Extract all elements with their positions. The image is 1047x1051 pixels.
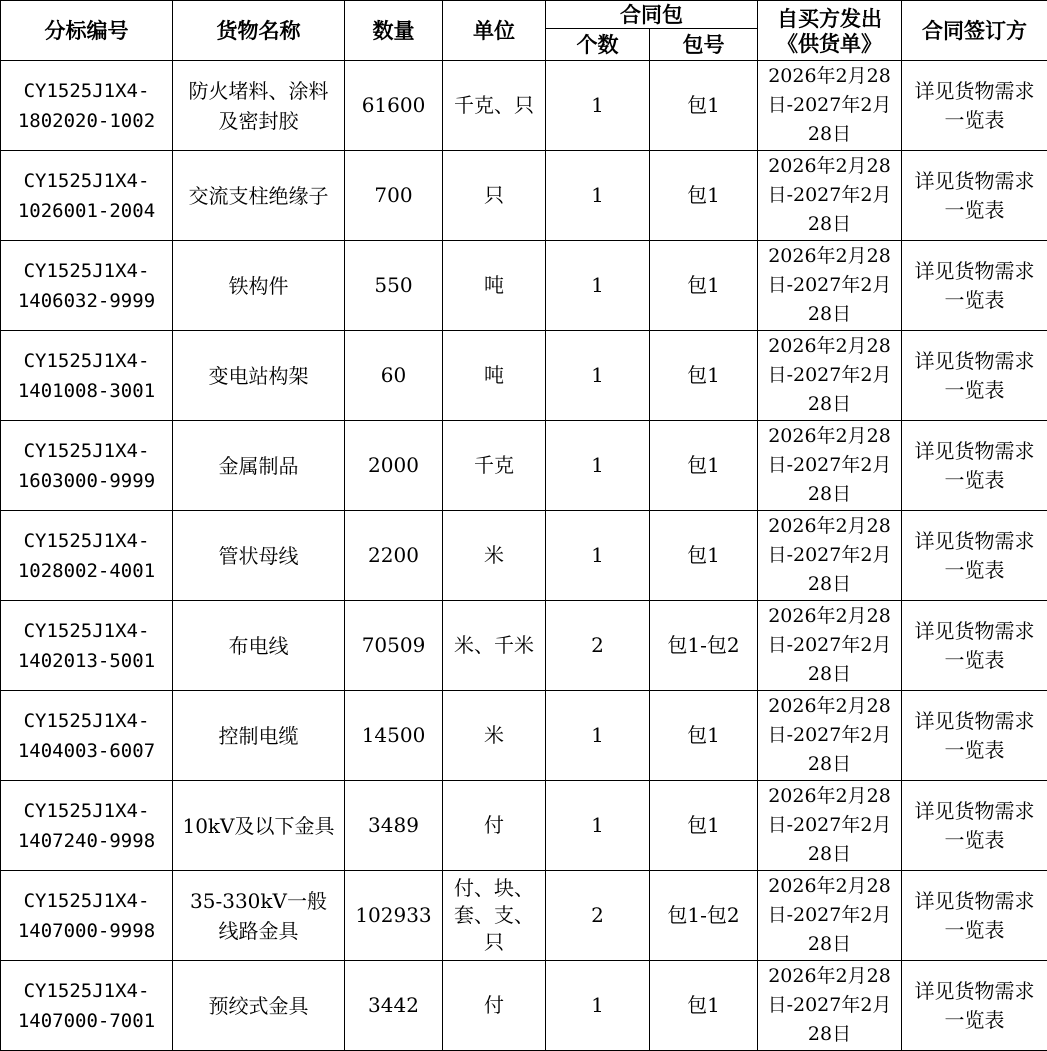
cell-delivery-date: 2026年2月28日-2027年2月28日	[758, 241, 902, 331]
cell-quantity: 550	[345, 241, 443, 331]
cell-signer: 详见货物需求一览表	[902, 511, 1047, 601]
table-row	[1, 691, 1047, 781]
cell-package-number: 包1	[650, 511, 758, 601]
cell-quantity: 2200	[345, 511, 443, 601]
cell-delivery-date: 2026年2月28日-2027年2月28日	[758, 781, 902, 871]
header-package-count: 个数	[546, 29, 650, 61]
cell-package-count: 1	[546, 781, 650, 871]
cell-code: CY1525J1X4-1406032-9999	[1, 241, 173, 331]
cell-package-number: 包1	[650, 61, 758, 151]
cell-unit: 千克、只	[443, 61, 546, 151]
cell-quantity: 60	[345, 331, 443, 421]
cell-goods-name: 金属制品	[173, 421, 345, 511]
cell-package-number: 包1	[650, 691, 758, 781]
cell-delivery-date: 2026年2月28日-2027年2月28日	[758, 871, 902, 961]
table-row	[1, 331, 1047, 421]
cell-unit: 米	[443, 511, 546, 601]
cell-package-number: 包1	[650, 781, 758, 871]
cell-package-count: 2	[546, 601, 650, 691]
table-row	[1, 421, 1047, 511]
cell-signer: 详见货物需求一览表	[902, 871, 1047, 961]
header-name: 货物名称	[173, 1, 345, 61]
cell-quantity: 3442	[345, 961, 443, 1051]
header-package-number: 包号	[650, 29, 758, 61]
cell-goods-name: 35-330kV一般线路金具	[173, 871, 345, 961]
cell-package-count: 1	[546, 511, 650, 601]
table-row	[1, 151, 1047, 241]
cell-delivery-date: 2026年2月28日-2027年2月28日	[758, 601, 902, 691]
cell-delivery-date: 2026年2月28日-2027年2月28日	[758, 61, 902, 151]
cell-code: CY1525J1X4-1603000-9999	[1, 421, 173, 511]
table-row	[1, 601, 1047, 691]
table-row	[1, 781, 1047, 871]
cell-code: CY1525J1X4-1802020-1002	[1, 61, 173, 151]
cell-signer: 详见货物需求一览表	[902, 601, 1047, 691]
cell-signer: 详见货物需求一览表	[902, 691, 1047, 781]
cell-package-count: 1	[546, 151, 650, 241]
cell-code: CY1525J1X4-1407000-9998	[1, 871, 173, 961]
cell-unit: 米	[443, 691, 546, 781]
table-row	[1, 871, 1047, 961]
cell-goods-name: 交流支柱绝缘子	[173, 151, 345, 241]
cell-goods-name: 10kV及以下金具	[173, 781, 345, 871]
cell-unit: 吨	[443, 241, 546, 331]
cell-goods-name: 预绞式金具	[173, 961, 345, 1051]
cell-quantity: 102933	[345, 871, 443, 961]
table-row	[1, 961, 1047, 1051]
cell-quantity: 61600	[345, 61, 443, 151]
cell-goods-name: 控制电缆	[173, 691, 345, 781]
table-row	[1, 241, 1047, 331]
cell-delivery-date: 2026年2月28日-2027年2月28日	[758, 421, 902, 511]
cell-goods-name: 布电线	[173, 601, 345, 691]
header-qty: 数量	[345, 1, 443, 61]
cell-unit: 付	[443, 961, 546, 1051]
cell-quantity: 70509	[345, 601, 443, 691]
header-signer: 合同签订方	[902, 1, 1047, 61]
cell-delivery-date: 2026年2月28日-2027年2月28日	[758, 511, 902, 601]
cell-package-number: 包1	[650, 961, 758, 1051]
cell-package-count: 1	[546, 241, 650, 331]
cell-package-count: 1	[546, 331, 650, 421]
cell-signer: 详见货物需求一览表	[902, 421, 1047, 511]
cell-unit: 米、千米	[443, 601, 546, 691]
cell-package-count: 2	[546, 871, 650, 961]
cell-goods-name: 铁构件	[173, 241, 345, 331]
cell-goods-name: 变电站构架	[173, 331, 345, 421]
cell-unit: 千克	[443, 421, 546, 511]
cell-quantity: 700	[345, 151, 443, 241]
cell-package-count: 1	[546, 61, 650, 151]
cell-delivery-date: 2026年2月28日-2027年2月28日	[758, 961, 902, 1051]
header-delivery: 自买方发出《供货单》	[758, 1, 902, 61]
cell-signer: 详见货物需求一览表	[902, 241, 1047, 331]
cell-goods-name: 防火堵料、涂料及密封胶	[173, 61, 345, 151]
cell-package-number: 包1	[650, 421, 758, 511]
cell-signer: 详见货物需求一览表	[902, 151, 1047, 241]
cell-package-number: 包1	[650, 241, 758, 331]
cell-signer: 详见货物需求一览表	[902, 61, 1047, 151]
cell-package-count: 1	[546, 421, 650, 511]
cell-unit: 付	[443, 781, 546, 871]
cell-code: CY1525J1X4-1407240-9998	[1, 781, 173, 871]
cell-unit: 付、块、套、支、只	[443, 871, 546, 961]
cell-delivery-date: 2026年2月28日-2027年2月28日	[758, 691, 902, 781]
cell-package-number: 包1-包2	[650, 601, 758, 691]
cell-delivery-date: 2026年2月28日-2027年2月28日	[758, 331, 902, 421]
header-unit: 单位	[443, 1, 546, 61]
cell-quantity: 14500	[345, 691, 443, 781]
cell-signer: 详见货物需求一览表	[902, 331, 1047, 421]
cell-signer: 详见货物需求一览表	[902, 781, 1047, 871]
cell-unit: 吨	[443, 331, 546, 421]
cell-quantity: 2000	[345, 421, 443, 511]
table-row	[1, 511, 1047, 601]
cell-unit: 只	[443, 151, 546, 241]
cell-quantity: 3489	[345, 781, 443, 871]
cell-signer: 详见货物需求一览表	[902, 961, 1047, 1051]
header-package: 合同包	[546, 1, 758, 29]
cell-package-number: 包1	[650, 151, 758, 241]
header-code: 分标编号	[1, 1, 173, 61]
cell-goods-name: 管状母线	[173, 511, 345, 601]
cell-code: CY1525J1X4-1026001-2004	[1, 151, 173, 241]
cell-package-count: 1	[546, 691, 650, 781]
cell-delivery-date: 2026年2月28日-2027年2月28日	[758, 151, 902, 241]
cell-package-count: 1	[546, 961, 650, 1051]
cell-code: CY1525J1X4-1404003-6007	[1, 691, 173, 781]
table-row	[1, 61, 1047, 151]
cell-code: CY1525J1X4-1407000-7001	[1, 961, 173, 1051]
cell-package-number: 包1	[650, 331, 758, 421]
cell-code: CY1525J1X4-1402013-5001	[1, 601, 173, 691]
cell-code: CY1525J1X4-1401008-3001	[1, 331, 173, 421]
cell-package-number: 包1-包2	[650, 871, 758, 961]
cell-code: CY1525J1X4-1028002-4001	[1, 511, 173, 601]
